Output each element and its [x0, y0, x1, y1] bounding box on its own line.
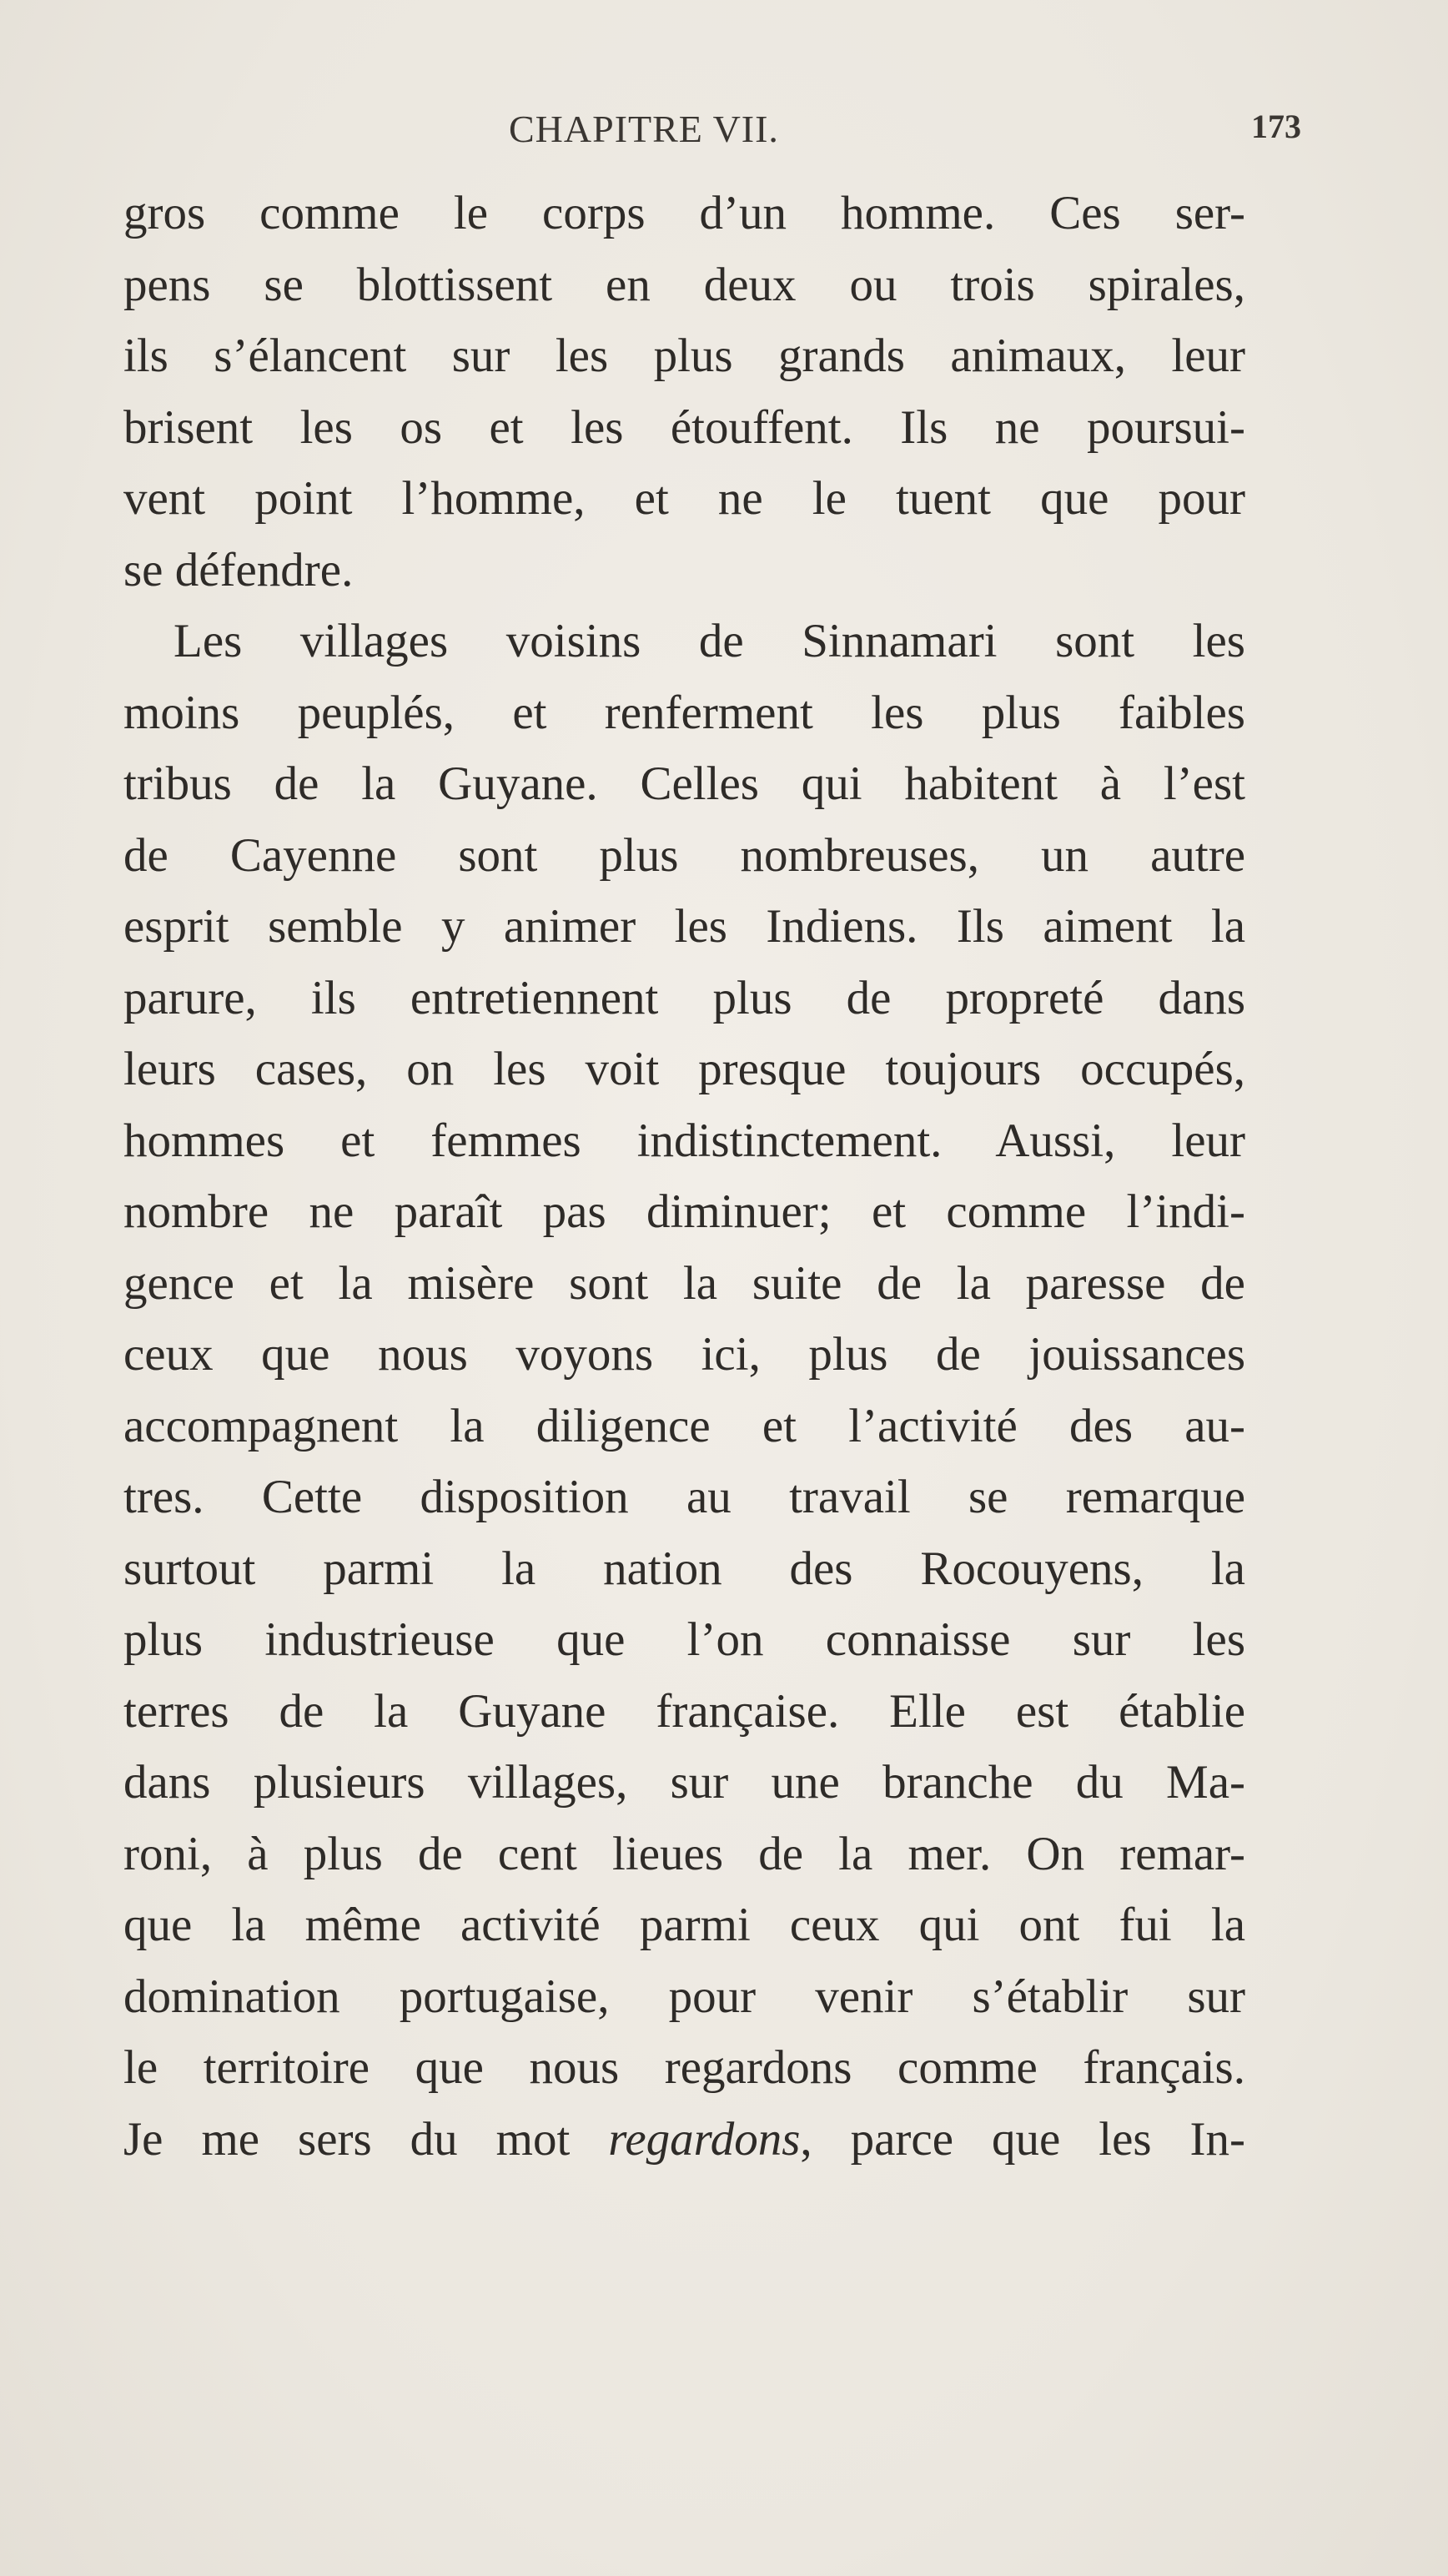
text-line: dans plusieurs villages, sur une branche du Ma- — [123, 1756, 1245, 1809]
text-line: accompagnent la diligence et l’activité des au- — [123, 1399, 1245, 1452]
text-line: moins peuplés, et renferment les plus faibles — [123, 686, 1245, 739]
running-title: CHAPITRE VII. — [509, 108, 779, 150]
text-line: tres. Cette disposition au travail se remarque — [123, 1471, 1245, 1523]
text-line: pens se blottissent en deux ou trois spirales, — [123, 258, 1245, 311]
text-line: vent point l’homme, et ne le tuent que pour — [123, 472, 1245, 525]
text-line: leurs cases, on les voit presque toujours occupés, — [123, 1043, 1245, 1095]
text-line: de Cayenne sont plus nombreuses, un autre — [123, 828, 1245, 882]
italic-word: regardons — [608, 2112, 801, 2166]
text-line: ceux que nous voyons ici, plus de jouissances — [123, 1328, 1245, 1381]
text-line: parure, ils entretiennent plus de propreté dans — [123, 971, 1245, 1024]
text-fragment: Je me sers du mot — [123, 2112, 609, 2166]
text-line: le territoire que nous regardons comme français. — [123, 2041, 1245, 2094]
text-line: nombre ne paraît pas diminuer; et comme l’indi- — [123, 1185, 1245, 1238]
text-line: ils s’élancent sur les plus grands animaux, leur — [123, 330, 1245, 382]
text-fragment: , parce que les In- — [800, 2112, 1245, 2166]
text-line: brisent les os et les étouffent. Ils ne poursui- — [123, 400, 1245, 454]
text-line: que la même activité parmi ceux qui ont fui la — [123, 1899, 1245, 1951]
text-line-final — [123, 2104, 1245, 2176]
page-header — [467, 107, 1301, 160]
text-line: terres de la Guyane française. Elle est établie — [123, 1684, 1245, 1738]
text-line: tribus de la Guyane. Celles qui habitent à l’est — [123, 757, 1245, 810]
text-line: Les villages voisins de Sinnamari sont les — [173, 615, 1245, 667]
text-line: hommes et femmes indistinctement. Aussi, leur — [123, 1114, 1245, 1167]
text-line: plus industrieuse que l’on connaisse sur les — [123, 1613, 1245, 1666]
body-text — [123, 178, 1245, 2175]
text-line: domination portugaise, pour venir s’établir sur — [123, 1970, 1245, 2023]
text-line: roni, à plus de cent lieues de la mer. On remar- — [123, 1827, 1245, 1880]
text-line: gros comme le corps d’un homme. Ces ser- — [123, 187, 1245, 239]
text-line: se défendre. — [123, 543, 354, 596]
text-line: surtout parmi la nation des Rocouyens, la — [123, 1542, 1245, 1595]
text-line: gence et la misère sont la suite de la paresse de — [123, 1256, 1245, 1310]
page-number: 173 — [1251, 108, 1301, 145]
text-line: esprit semble y animer les Indiens. Ils aiment la — [123, 900, 1245, 953]
